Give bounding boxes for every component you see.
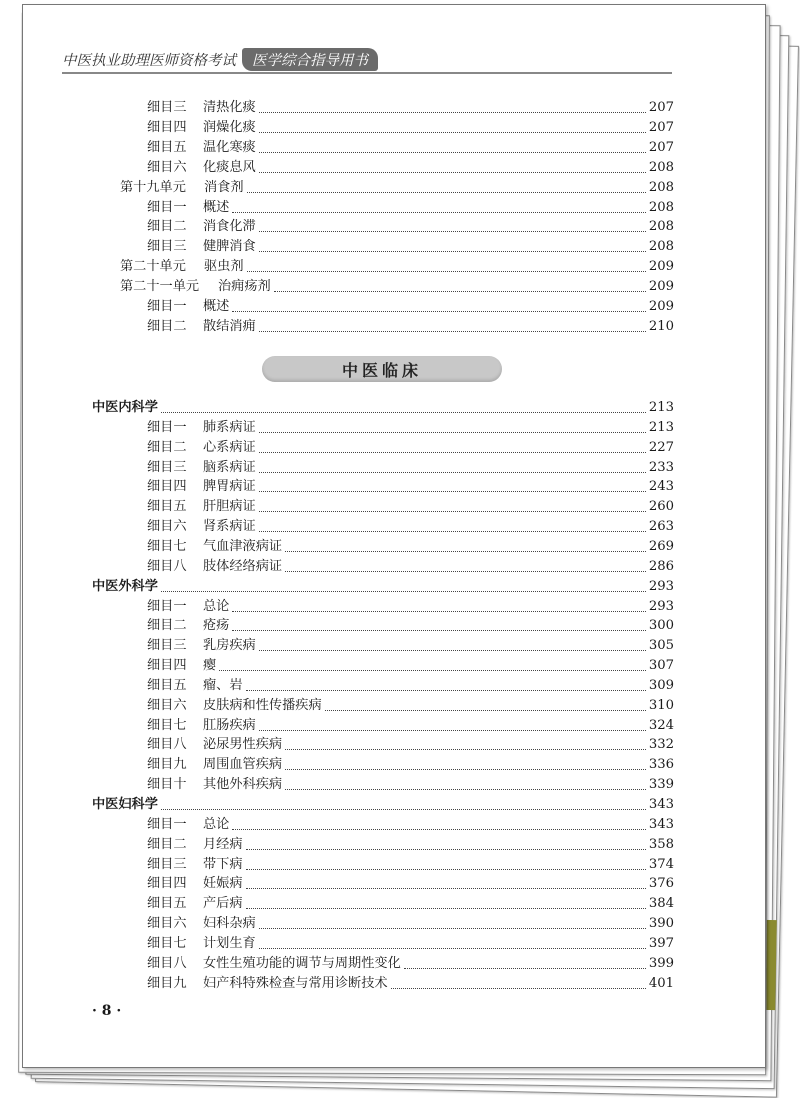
toc-dot-leader — [259, 111, 646, 113]
toc-entry-label: 细目二 — [147, 618, 187, 634]
toc-dot-leader — [232, 610, 645, 612]
toc-entry — [147, 98, 674, 118]
toc-entry-label: 细目六 — [147, 519, 187, 535]
toc-entry-title: 产后病 — [203, 896, 243, 912]
toc-entry-title: 温化寒痰 — [203, 139, 256, 155]
toc-entry-page: 213 — [648, 419, 674, 435]
toc-entry-title: 月经病 — [203, 836, 243, 852]
toc-dot-leader — [285, 748, 646, 750]
toc-entry-page: 384 — [648, 896, 674, 912]
toc-dot-leader — [285, 550, 646, 552]
toc-entry-label: 细目三 — [147, 459, 187, 475]
toc-entry-page: 208 — [648, 199, 674, 215]
toc-entry-page: 332 — [648, 737, 674, 753]
toc-entry-label: 中医内科学 — [92, 400, 158, 415]
toc-entry-page: 207 — [648, 100, 674, 115]
toc-entry-title: 治痈疡剂 — [218, 279, 271, 295]
toc-entry-label: 细目八 — [147, 558, 187, 574]
toc-entry — [147, 815, 674, 835]
toc-entry-page: 208 — [648, 159, 674, 175]
toc-entry-label: 细目四 — [147, 479, 187, 495]
toc-entry-page: 358 — [648, 836, 674, 852]
toc-entry — [147, 118, 674, 138]
toc-entry-label: 细目二 — [147, 219, 187, 235]
toc-entry-page: 207 — [648, 119, 674, 135]
toc-dot-leader — [246, 887, 646, 889]
toc-entry-title: 瘤、岩 — [203, 677, 243, 693]
toc-entry-label: 细目一 — [147, 816, 187, 832]
toc-entry-label: 细目三 — [147, 239, 187, 255]
toc-entry-label: 细目八 — [147, 955, 187, 971]
toc-entry-title: 脑系病证 — [203, 459, 256, 475]
toc-dot-leader — [404, 967, 646, 969]
toc-entry — [147, 835, 674, 855]
toc-entry — [147, 775, 674, 795]
toc-dot-leader — [259, 250, 646, 252]
toc-entry-label: 细目八 — [147, 737, 187, 753]
toc-entry-title: 散结消痈 — [203, 318, 256, 334]
toc-entry-title: 瘿 — [203, 658, 217, 674]
toc-entry-page: 210 — [648, 318, 674, 334]
toc-dot-leader — [246, 689, 646, 691]
toc-entry-title: 脾胃病证 — [203, 479, 256, 495]
toc-entry-title: 肢体经络病证 — [203, 558, 283, 574]
toc-entry-label: 细目一 — [147, 199, 187, 215]
toc-entry-title: 周围血管疾病 — [203, 757, 283, 773]
toc-entry — [92, 577, 674, 597]
toc-entry-page: 208 — [648, 239, 674, 255]
toc-entry-label: 细目九 — [147, 975, 187, 991]
toc-entry-label: 细目三 — [147, 638, 187, 654]
toc-entry — [147, 458, 674, 478]
toc-entry-page: 336 — [648, 757, 674, 773]
toc-entry-page: 309 — [648, 677, 674, 693]
toc-entry — [92, 398, 674, 418]
toc-entry-page: 305 — [648, 638, 674, 654]
toc-entry — [147, 755, 674, 775]
toc-entry-title: 肺系病证 — [203, 419, 256, 435]
toc-entry — [147, 616, 674, 636]
toc-dot-leader — [219, 669, 646, 671]
toc-entry-label: 细目七 — [147, 717, 187, 733]
toc-entry-title: 气血津液病证 — [203, 538, 283, 554]
toc-entry-label: 细目二 — [147, 439, 187, 455]
toc-entry — [147, 954, 674, 974]
toc-dot-leader — [246, 848, 646, 850]
toc-entry-label: 细目七 — [147, 935, 187, 951]
toc-entry — [147, 497, 674, 517]
toc-entry-page: 286 — [648, 558, 674, 574]
toc-entry-page: 208 — [648, 179, 674, 195]
toc-entry-label: 细目七 — [147, 538, 187, 554]
toc-dot-leader — [285, 788, 646, 790]
toc-entry — [147, 874, 674, 894]
toc-dot-leader — [259, 431, 646, 433]
toc-entry-label: 第二十一单元 — [120, 279, 200, 295]
toc-entry-title: 消食剂 — [204, 179, 244, 195]
toc-entry-label: 细目一 — [147, 299, 187, 314]
toc-dot-leader — [259, 649, 646, 651]
toc-entry — [147, 438, 674, 458]
toc-dot-leader — [391, 987, 646, 989]
toc-entry-page: 324 — [648, 717, 674, 733]
toc-entry-label: 细目六 — [147, 916, 187, 932]
toc-dot-leader — [232, 828, 645, 830]
toc-entry — [147, 317, 674, 337]
toc-dot-leader — [325, 709, 646, 711]
toc-entry — [147, 557, 674, 577]
toc-dot-leader — [259, 171, 646, 173]
toc-dot-leader — [259, 471, 646, 473]
header-tag: 医学综合指导用书 — [242, 48, 378, 71]
toc-entry-title: 肝胆病证 — [203, 499, 256, 515]
toc-entry-title: 健脾消食 — [203, 239, 256, 255]
toc-entry — [147, 716, 674, 736]
toc-entry-label: 细目五 — [147, 499, 187, 515]
toc-entry-page: 390 — [648, 916, 674, 932]
toc-entry-page: 343 — [648, 816, 674, 832]
toc-entry — [147, 656, 674, 676]
toc-entry-title: 其他外科疾病 — [203, 777, 283, 793]
toc-entry-label: 细目三 — [147, 856, 187, 872]
toc-entry-page: 307 — [648, 658, 674, 674]
toc-dot-leader — [259, 530, 646, 532]
toc-dot-leader — [259, 947, 646, 949]
toc-entry-page: 399 — [648, 955, 674, 971]
toc-entry-page: 209 — [648, 299, 674, 314]
toc-dot-leader — [259, 230, 646, 232]
toc-entry-label: 细目四 — [147, 658, 187, 674]
toc-entry-page: 269 — [648, 538, 674, 554]
toc-entry — [147, 974, 674, 994]
page-number: · 8 · — [92, 1003, 122, 1019]
toc-entry-page: 209 — [648, 259, 674, 275]
toc-entry-page: 401 — [648, 975, 674, 991]
toc-dot-leader — [246, 868, 646, 870]
toc-entry — [147, 696, 674, 716]
toc-entry — [147, 537, 674, 557]
toc-entry-title: 计划生育 — [203, 935, 256, 951]
toc-entry-page: 208 — [648, 219, 674, 235]
toc-entry-label: 中医妇科学 — [92, 797, 158, 812]
toc-entry-page: 260 — [648, 499, 674, 515]
toc-entry-title: 驱虫剂 — [204, 259, 244, 275]
toc-entry-label: 细目四 — [147, 876, 187, 892]
toc-entry — [147, 676, 674, 696]
toc-entry — [147, 217, 674, 237]
toc-dot-leader — [285, 570, 646, 572]
toc-entry-title: 泌尿男性疾病 — [203, 737, 283, 753]
toc-entry — [147, 894, 674, 914]
toc-entry-page: 293 — [648, 598, 674, 614]
toc-entry-page: 213 — [648, 400, 674, 415]
toc-entry-page: 343 — [648, 797, 674, 812]
toc-entry-page: 300 — [648, 618, 674, 634]
toc-dot-leader — [259, 151, 646, 153]
toc-entry-title: 女性生殖功能的调节与周期性变化 — [203, 955, 401, 971]
toc-entry-title: 总论 — [203, 598, 230, 614]
toc-entry-label: 细目二 — [147, 318, 187, 334]
toc-entry-title: 概述 — [203, 299, 230, 314]
toc-entry — [92, 795, 674, 815]
toc-entry — [147, 237, 674, 257]
toc-entry — [147, 198, 674, 218]
toc-entry-title: 妇科杂病 — [203, 916, 256, 932]
section-banner: 中医临床 — [262, 356, 502, 382]
toc-entry-label: 细目九 — [147, 757, 187, 773]
toc-entry — [147, 158, 674, 178]
toc-entry-label: 中医外科学 — [92, 578, 158, 594]
toc-entry-label: 细目十 — [147, 777, 187, 793]
toc-dot-leader — [232, 211, 645, 213]
toc-entry — [147, 934, 674, 954]
toc-entry-title: 润燥化痰 — [203, 119, 256, 135]
toc-dot-leader — [259, 490, 646, 492]
toc-entry-title: 消食化滞 — [203, 219, 256, 235]
toc-entry-title: 带下病 — [203, 856, 243, 872]
toc-entry-title: 皮肤病和性传播疾病 — [203, 697, 322, 713]
toc-entry-label: 细目五 — [147, 896, 187, 912]
toc-entry-title: 化痰息风 — [203, 159, 256, 175]
toc-dot-leader — [232, 629, 645, 631]
toc-entry-title: 总论 — [203, 816, 230, 832]
toc-entry — [147, 138, 674, 158]
toc-entry-label: 细目一 — [147, 598, 187, 614]
toc-entry — [120, 257, 674, 277]
toc-entry-label: 细目四 — [147, 119, 187, 135]
toc-dot-leader — [247, 270, 646, 272]
toc-dot-leader — [285, 768, 646, 770]
toc-entry-label: 细目五 — [147, 139, 187, 155]
toc-entry-page: 376 — [648, 876, 674, 892]
toc-dot-leader — [259, 131, 646, 133]
toc-entry-label: 细目六 — [147, 159, 187, 175]
toc-dot-leader — [259, 330, 646, 332]
toc-dot-leader — [259, 451, 646, 453]
toc-entry-page: 233 — [648, 459, 674, 475]
toc-entry — [147, 517, 674, 537]
toc-entry-label: 细目一 — [147, 419, 187, 435]
toc-entry-title: 清热化痰 — [203, 100, 256, 115]
toc-entry-page: 293 — [648, 578, 674, 594]
toc-entry-title: 肾系病证 — [203, 519, 256, 535]
toc-dot-leader — [246, 907, 646, 909]
toc-dot-leader — [259, 927, 646, 929]
toc-entry-page: 310 — [648, 697, 674, 713]
toc-entry — [120, 178, 674, 198]
toc-dot-leader — [161, 411, 646, 413]
toc-entry-title: 妊娠病 — [203, 876, 243, 892]
toc-entry-page: 339 — [648, 777, 674, 793]
toc-entry-title: 肛肠疾病 — [203, 717, 256, 733]
toc-dot-leader — [274, 290, 646, 292]
toc-entry — [147, 636, 674, 656]
header-title: 中医执业助理医师资格考试 — [62, 52, 236, 69]
toc-entry — [147, 297, 674, 317]
toc-entry-title: 概述 — [203, 199, 230, 215]
toc-entry-page: 243 — [648, 479, 674, 495]
toc-entry-page: 263 — [648, 519, 674, 535]
toc-dot-leader — [247, 191, 646, 193]
toc-entry-page: 209 — [648, 279, 674, 295]
toc-entry — [147, 855, 674, 875]
toc-entry — [120, 277, 674, 297]
toc-entry-label: 细目五 — [147, 677, 187, 693]
toc-entry-label: 细目六 — [147, 697, 187, 713]
toc-entry-label: 细目三 — [147, 100, 187, 115]
toc-entry-label: 第二十单元 — [120, 259, 186, 275]
toc-entry — [147, 477, 674, 497]
toc-entry-page: 374 — [648, 856, 674, 872]
toc-entry — [147, 418, 674, 438]
toc-dot-leader — [259, 510, 646, 512]
toc-entry — [147, 914, 674, 934]
toc-entry-title: 疮疡 — [203, 618, 230, 634]
toc-dot-leader — [161, 590, 646, 592]
toc-entry-page: 227 — [648, 439, 674, 455]
toc-dot-leader — [259, 729, 646, 731]
toc-entry-page: 397 — [648, 935, 674, 951]
toc-dot-leader — [232, 310, 645, 312]
toc-entry-label: 第十九单元 — [120, 179, 186, 195]
toc-entry-title: 乳房疾病 — [203, 638, 256, 654]
toc-entry-title: 心系病证 — [203, 439, 256, 455]
toc-dot-leader — [161, 808, 646, 810]
toc-entry — [147, 597, 674, 617]
toc-entry-page: 207 — [648, 139, 674, 155]
toc-entry — [147, 735, 674, 755]
toc-entry-label: 细目二 — [147, 836, 187, 852]
toc-entry-title: 妇产科特殊检查与常用诊断技术 — [203, 975, 388, 991]
